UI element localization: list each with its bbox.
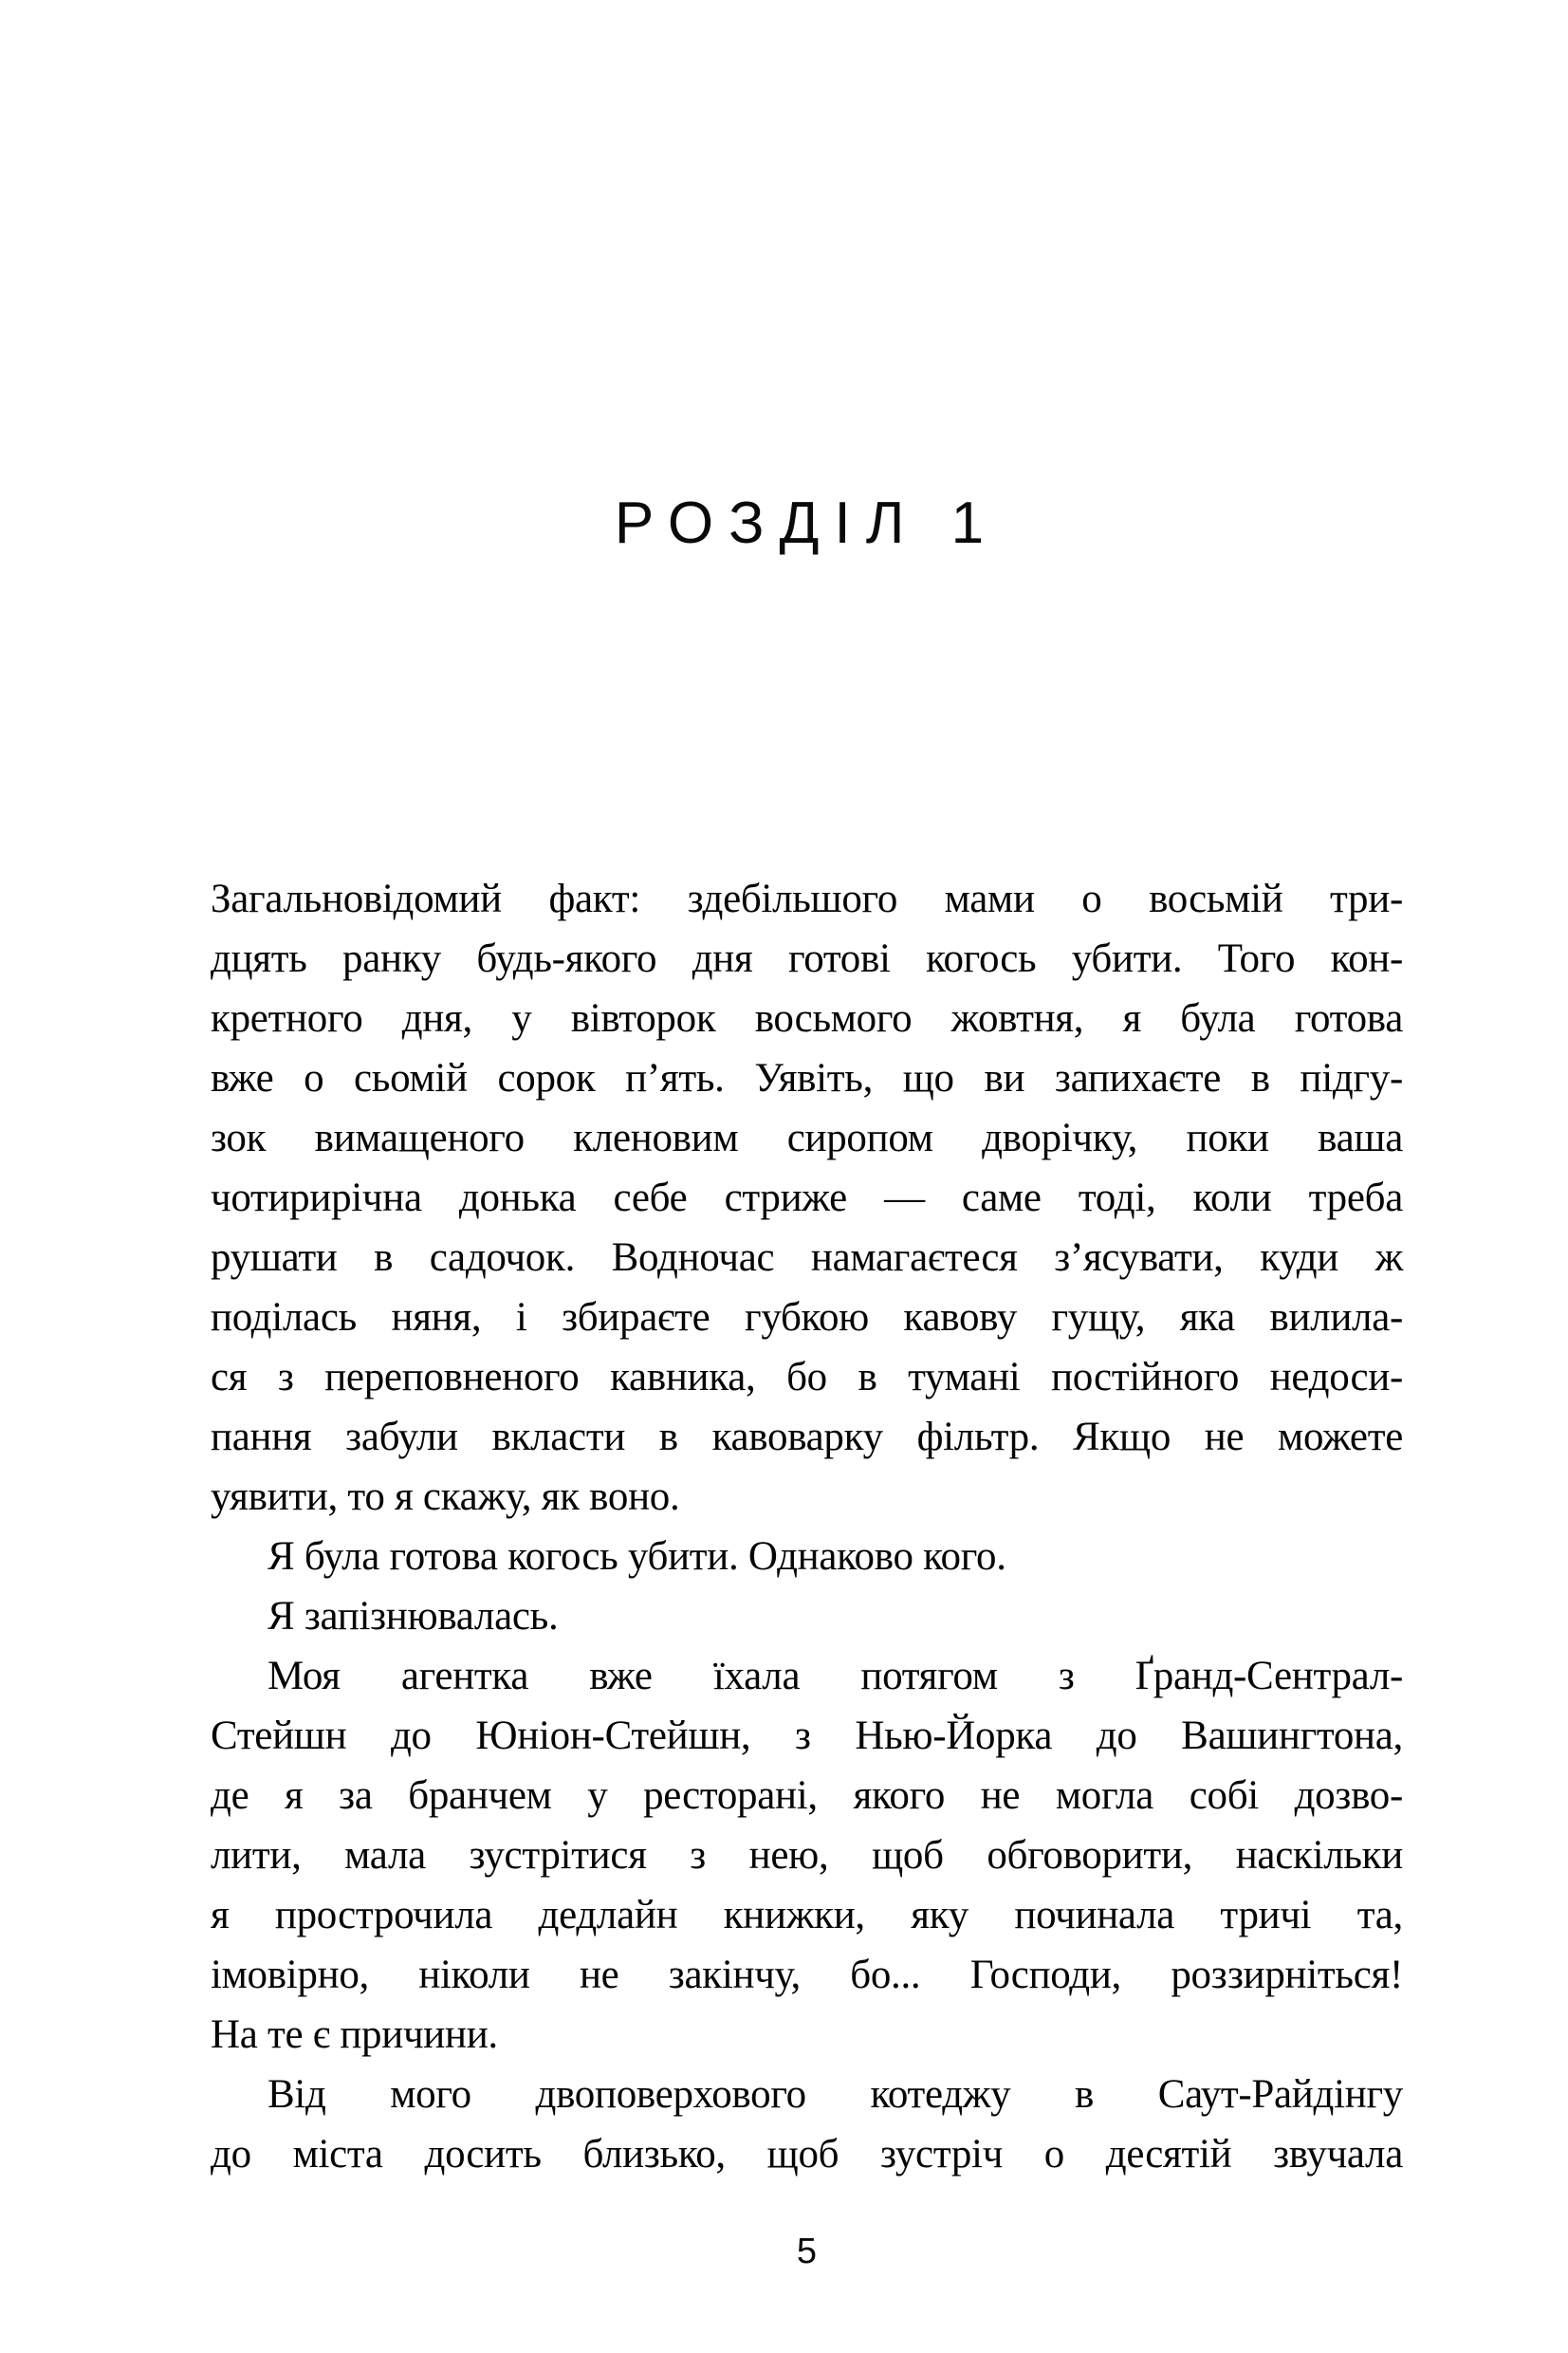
body-line: Загальновідомий факт: здебільшого мами о восьмій три- xyxy=(211,877,1403,921)
body-line: ся з переповненого кавника, бо в тумані постійного недоси- xyxy=(211,1355,1403,1399)
body-line: Моя агентка вже їхала потягом з Ґранд-Сентрал- xyxy=(267,1654,1403,1698)
body-line: уявити, то я скажу, як воно. xyxy=(211,1474,680,1519)
body-line: На те є причини. xyxy=(211,2012,498,2057)
body-line: імовірно, ніколи не закінчу, бо... Господи, роззирніться! xyxy=(211,1953,1403,1997)
body-line: Я була готова когось убити. Однаково кого. xyxy=(267,1534,1006,1579)
body-line: вже о сьомій сорок п’ять. Уявіть, що ви запихаєте в підгу- xyxy=(211,1056,1403,1101)
body-line: де я за бранчем у ресторані, якого не могла собі дозво- xyxy=(211,1773,1403,1818)
body-line: Стейшн до Юніон-Стейшн, з Нью-Йорка до Вашингтона, xyxy=(211,1714,1403,1758)
body-line: зок вимащеного кленовим сиропом дворічку, поки ваша xyxy=(211,1116,1403,1160)
body-line: я прострочила дедлайн книжки, яку починала тричі та, xyxy=(211,1893,1403,1937)
body-line: Я запізнювалась. xyxy=(267,1594,559,1639)
body-line: рушати в садочок. Водночас намагаєтеся з’ясувати, куди ж xyxy=(211,1235,1403,1280)
body-line: чотирирічна донька себе стриже — саме тоді, коли треба xyxy=(211,1176,1403,1220)
body-line: пання забули вкласти в кавоварку фільтр. Якщо не можете xyxy=(211,1415,1403,1459)
page-body xyxy=(211,869,1403,2184)
body-line: лити, мала зустрітися з нею, щоб обговорити, наскільки xyxy=(211,1833,1403,1878)
body-line: дцять ранку будь-якого дня готові когось убити. Того кон- xyxy=(211,936,1403,981)
page-number: 5 xyxy=(796,2232,818,2271)
body-line: кретного дня, у вівторок восьмого жовтня, я була готова xyxy=(211,996,1403,1041)
chapter-heading: РОЗДІЛ 1 xyxy=(614,491,1000,556)
body-line: Від мого двоповерхового котеджу в Саут-Райдінгу xyxy=(267,2072,1403,2117)
body-line: поділась няня, і збираєте губкою кавову гущу, яка вилила- xyxy=(211,1295,1403,1340)
body-line: до міста досить близько, щоб зустріч о десятій звучала xyxy=(211,2132,1403,2177)
